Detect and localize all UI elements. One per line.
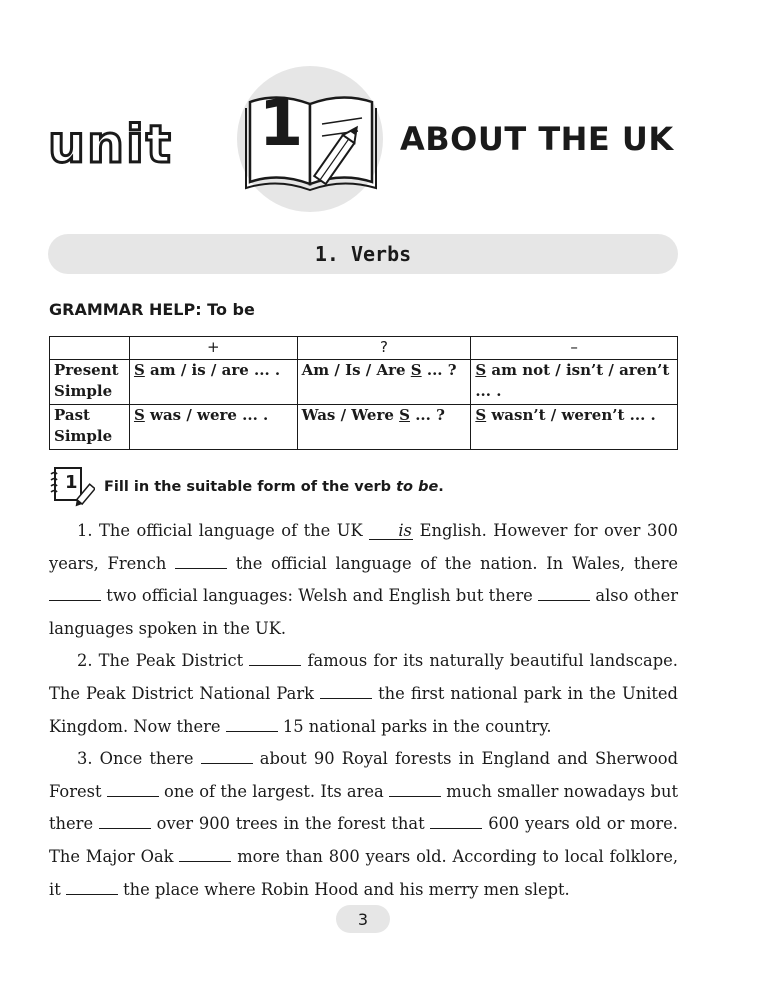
answer-blank[interactable] [389,779,441,796]
text-segment: more than 800 years old. According to local folklore, it [49,846,679,899]
affirmative-cell [129,360,297,405]
text-segment: the first national park in the United Kingdom. Now there [49,683,678,736]
unit-title: ABOUT THE UK [400,120,674,158]
text-segment: the official language of the nation. In Wales, there [227,553,678,573]
subject-marker: S [399,406,410,424]
tense-label-line1: Past [54,406,90,424]
text-segment: much smaller nowadays but there [49,781,678,834]
unit-word: unit [48,118,173,168]
tense-label-line2: Simple [54,382,113,400]
subject-marker: S [133,406,145,424]
tense-label [50,360,130,405]
answer-blank[interactable] [226,714,278,731]
subject-marker: S [475,406,487,424]
exercise-paragraph-3 [49,743,678,906]
answer-blank[interactable] [430,812,482,829]
notebook-exercise-icon [49,466,95,508]
affirmative-form: am / is / are ... . [144,361,281,379]
question-verb: Was / Were [301,406,400,424]
question-cell [297,360,471,405]
page-number: 3 [336,905,390,933]
answer-blank[interactable] [538,584,590,601]
unit-number: 1 [258,87,304,161]
answer-blank[interactable] [175,551,227,568]
table-header-negative: – [471,337,678,360]
unit-word-logo [48,118,228,168]
section-banner [48,234,678,274]
answer-blank-example[interactable]: is [369,523,413,540]
table-row [50,405,678,450]
negative-form: wasn’t / weren’t ... . [486,406,656,424]
answer-blank[interactable] [66,877,118,894]
exercise-paragraph-1 [49,515,678,645]
question-cell [297,405,471,450]
text-segment: about 90 Royal forests in England and Sherwood Forest [49,749,679,801]
question-end: ... ? [409,406,445,424]
exercise-text [49,515,678,906]
text-segment: also other languages spoken in the UK. [49,586,678,638]
tense-label [50,405,130,450]
text-segment: 15 national parks in the country. [277,716,552,736]
negative-cell [471,360,678,405]
answer-blank[interactable] [249,649,301,666]
instruction-text: Fill in the suitable form of the verb [104,479,397,495]
subject-marker: S [410,361,422,379]
table-header-affirmative: + [129,337,297,360]
affirmative-cell [129,405,297,450]
text-segment: one of the largest. Its area [158,781,390,801]
section-title: 1. Verbs [314,242,412,266]
text-segment: 1. The official language of the UK [77,521,370,540]
instruction-emphasis: to be [396,479,439,495]
tense-label-line2: Simple [54,427,113,445]
affirmative-form: was / were ... . [144,406,269,424]
text-segment: 2. The Peak District [77,651,250,671]
exercise-number: 1 [65,472,78,493]
text-segment: 3. Once there [77,749,201,769]
grammar-table [49,336,678,450]
answer-blank[interactable] [107,779,159,796]
table-header-corner [50,337,130,360]
subject-marker: S [475,361,487,379]
answer-blank[interactable] [320,682,372,699]
question-end: ... ? [421,361,457,379]
answer-blank[interactable] [49,584,101,601]
table-header-question: ? [297,337,471,360]
text-segment: English. However for over 300 years, French [49,521,678,573]
text-segment: two official languages: Welsh and English but there [101,586,539,606]
question-verb: Am / Is / Are [301,361,411,379]
grammar-help-heading: GRAMMAR HELP: To be [49,300,255,319]
text-segment: famous for its naturally beautiful landscape. The Peak District National Park [49,651,678,703]
text-segment: 600 years old or more. The Major Oak [49,814,678,866]
answer-blank[interactable] [99,812,151,829]
instruction-end: . [438,479,444,495]
table-row [50,360,678,405]
answer-blank[interactable] [201,747,253,764]
text-segment: the place where Robin Hood and his merry men slept. [117,879,570,899]
text-segment: over 900 trees in the forest that [150,814,431,834]
table-header-row [50,337,678,360]
negative-form: am not / isn’t / aren’t ... . [475,361,670,400]
negative-cell [471,405,678,450]
exercise-paragraph-2 [49,645,678,743]
answer-blank[interactable] [179,845,231,862]
exercise-instruction [104,479,444,495]
tense-label-line1: Present [54,361,119,379]
subject-marker: S [133,361,145,379]
